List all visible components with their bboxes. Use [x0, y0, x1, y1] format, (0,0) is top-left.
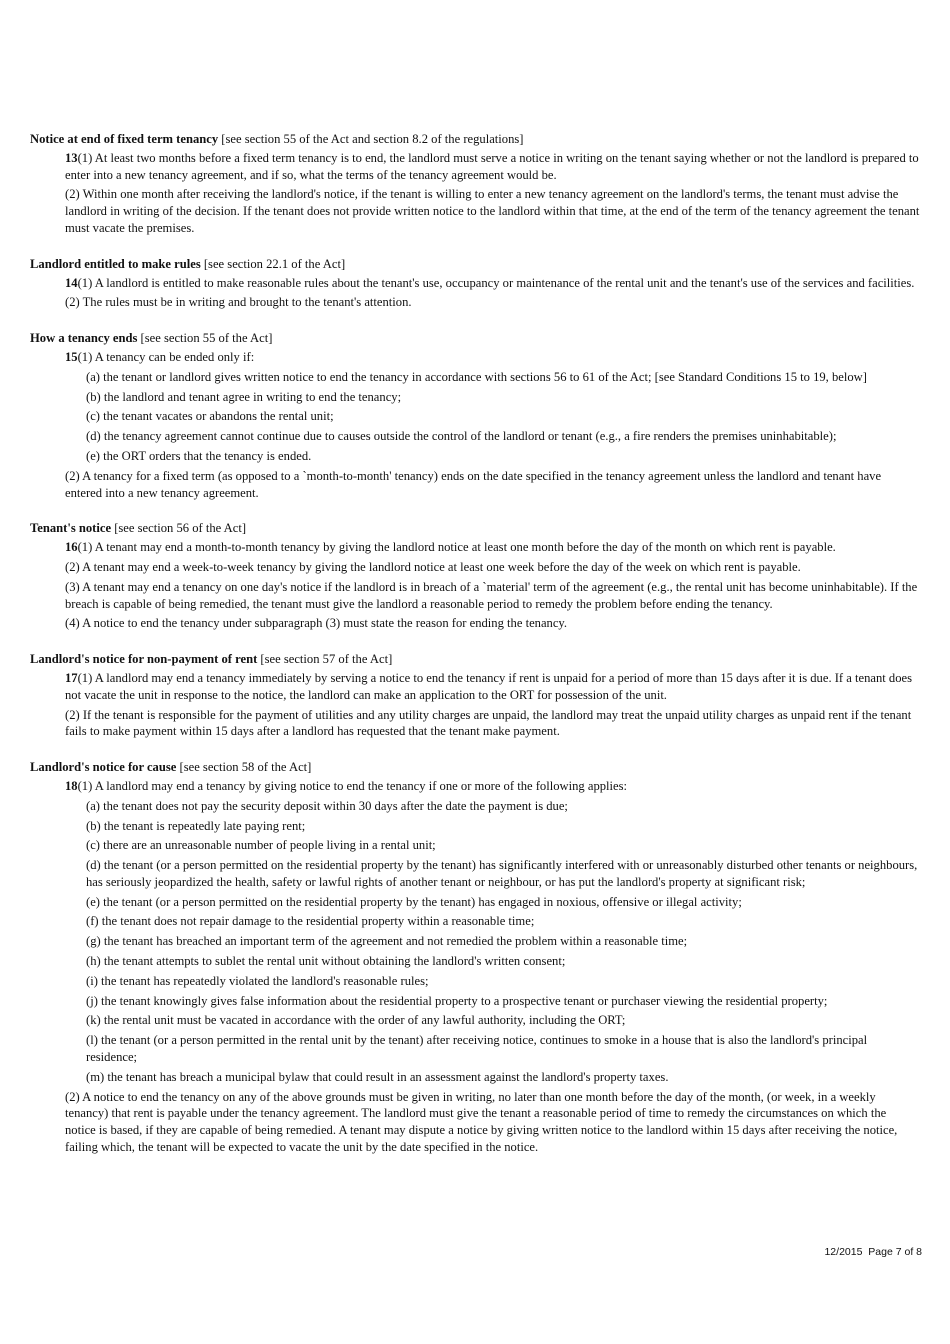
section-nonpayment-notice — [30, 651, 920, 740]
paragraph: (4) A notice to end the tenancy under subparagraph (3) must state the reason for ending the tenancy. — [65, 616, 568, 631]
sub-clause: (m) the tenant has breach a municipal bylaw that could result in an assessment against the landlord's property taxes. — [86, 1069, 669, 1084]
paragraph: 18(1) A landlord may end a tenancy by giving notice to end the tenancy if one or more of the following applies: — [65, 778, 628, 793]
section-heading: Landlord entitled to make rules [see section 22.1 of the Act] — [30, 256, 346, 271]
paragraph: 15(1) A tenancy can be ended only if: — [65, 349, 255, 364]
sub-clause: (c) there are an unreasonable number of people living in a rental unit; — [86, 838, 436, 853]
paragraph: (2) A tenancy for a fixed term (as opposed to a `month-to-month' tenancy) ends on the date specified in the tenancy agreement unless the landlord and tenant have entered into a new tenancy agreement. — [65, 468, 882, 500]
section-heading: Landlord's notice for cause [see section 58 of the Act] — [30, 760, 312, 775]
sub-clause: (b) the landlord and tenant agree in writing to end the tenancy; — [86, 389, 402, 404]
paragraph: (2) A tenant may end a week-to-week tenancy by giving the landlord notice at least one week before the day of the week on which rent is payable. — [65, 559, 801, 574]
paragraph: 17(1) A landlord may end a tenancy immediately by serving a notice to end the tenancy if rent is unpaid for a period of more than 15 days after it is due. If a tenant does not vacate the unit in response to the notice, the landlord can make an application to the ORT for possession of the unit. — [65, 670, 913, 702]
sub-clause: (d) the tenant (or a person permitted on the residential property by the tenant) has significantly interfered with or unreasonably disturbed other tenants or neighbours, has seriously jeopardized the health, safety or lawful rights of another tenant or neighbour, or has put the landlord's property at significant risk; — [86, 858, 918, 889]
sub-clause: (k) the rental unit must be vacated in accordance with the order of any lawful authority, including the ORT; — [86, 1013, 626, 1028]
sub-clause: (d) the tenancy agreement cannot continue due to causes outside the control of the landlord or tenant (e.g., a fire renders the premises uninhabitable); — [86, 429, 837, 444]
paragraph: 13(1) At least two months before a fixed term tenancy is to end, the landlord must serve a notice in writing on the tenant saying whether or not the landlord is prepared to enter into a new tenancy agreement, and if so, what the terms of the tenancy agreement would be. — [65, 150, 919, 182]
section-heading: How a tenancy ends [see section 55 of the Act] — [30, 331, 273, 346]
paragraph: 16(1) A tenant may end a month-to-month tenancy by giving the landlord notice at least one month before the day of the month on which rent is payable. — [65, 540, 836, 555]
paragraph: 14(1) A landlord is entitled to make reasonable rules about the tenant's use, occupancy or maintenance of the rental unit and the tenant's use of the services and facilities. — [65, 275, 915, 290]
page-footer — [824, 1246, 922, 1258]
footer-date: 12/2015 — [824, 1246, 863, 1258]
sub-clause: (h) the tenant attempts to sublet the rental unit without obtaining the landlord's written consent; — [86, 954, 566, 969]
paragraph: (2) If the tenant is responsible for the payment of utilities and any utility charges are unpaid, the landlord may treat the unpaid utility charges as unpaid rent if the tenant fails to make payment within 15 days after a landlord has requested that the tenant make payment. — [65, 707, 912, 739]
section-notice-for-cause — [30, 759, 920, 1156]
sub-clause: (a) the tenant or landlord gives written notice to end the tenancy in accordance with sections 56 to 61 of the Act; [see Standard Conditions 15 to 19, below] — [86, 369, 867, 384]
sub-clause: (e) the tenant (or a person permitted on the residential property by the tenant) has engaged in noxious, offensive or illegal activity; — [86, 894, 742, 909]
sub-clause: (j) the tenant knowingly gives false information about the residential property to a prospective tenant or purchaser viewing the residential property; — [86, 993, 828, 1008]
paragraph: (2) The rules must be in writing and brought to the tenant's attention. — [65, 295, 412, 310]
sub-clause: (e) the ORT orders that the tenancy is ended. — [86, 448, 312, 463]
paragraph: (2) A notice to end the tenancy on any of the above grounds must be given in writing, no later than one month before the day of the month, (or week, in a weekly tenancy) that rent is payable under the tenancy agreement. The landlord must give the tenant a reasonable period of time to remedy the circumstances on which the notice is based, if they are capable of being remedied. A tenant may dispute a notice by giving written notice to the landlord within 15 days after receiving the notice, failing which, the tenant will be expected to vacate the unit by the date specified in the notice. — [65, 1089, 898, 1155]
section-tenant-notice — [30, 520, 920, 632]
sub-clause: (f) the tenant does not repair damage to the residential property within a reasonable time; — [86, 914, 535, 929]
paragraph: (3) A tenant may end a tenancy on one day's notice if the landlord is in breach of a `material' term of the agreement (e.g., the rental unit has become uninhabitable). If the breach is capable of being remedied, the tenant must give the landlord a reasonable period to remedy the problem before ending the tenancy. — [65, 579, 918, 611]
sub-clause: (g) the tenant has breached an important term of the agreement and not remedied the problem within a reasonable time; — [86, 934, 688, 949]
sub-clause: (b) the tenant is repeatedly late paying rent; — [86, 818, 306, 833]
document-body — [30, 131, 920, 1159]
section-heading: Tenant's notice [see section 56 of the Act] — [30, 521, 247, 536]
section-heading: Landlord's notice for non-payment of rent [see section 57 of the Act] — [30, 652, 393, 667]
section-landlord-rules — [30, 256, 920, 311]
section-how-tenancy-ends — [30, 330, 920, 501]
paragraph: (2) Within one month after receiving the landlord's notice, if the tenant is willing to enter a new tenancy agreement on the landlord's terms, the tenant must advise the landlord in writing of the decision. If the tenant does not provide written notice to the landlord within that time, at the end of the term of the tenancy agreement the tenant must vacate the premises. — [65, 187, 920, 235]
sub-clause: (a) the tenant does not pay the security deposit within 30 days after the date the payment is due; — [86, 798, 568, 813]
footer-page-number: Page 7 of 8 — [868, 1246, 922, 1258]
sub-clause: (c) the tenant vacates or abandons the rental unit; — [86, 409, 334, 424]
sub-clause: (l) the tenant (or a person permitted in the rental unit by the tenant) after receiving notice, continues to smoke in a house that is also the landlord's principal residence; — [86, 1033, 868, 1065]
sub-clause: (i) the tenant has repeatedly violated the landlord's reasonable rules; — [86, 973, 429, 988]
section-notice-end-fixed-term — [30, 131, 920, 237]
section-heading: Notice at end of fixed term tenancy [see section 55 of the Act and section 8.2 of the regulations] — [30, 132, 524, 146]
